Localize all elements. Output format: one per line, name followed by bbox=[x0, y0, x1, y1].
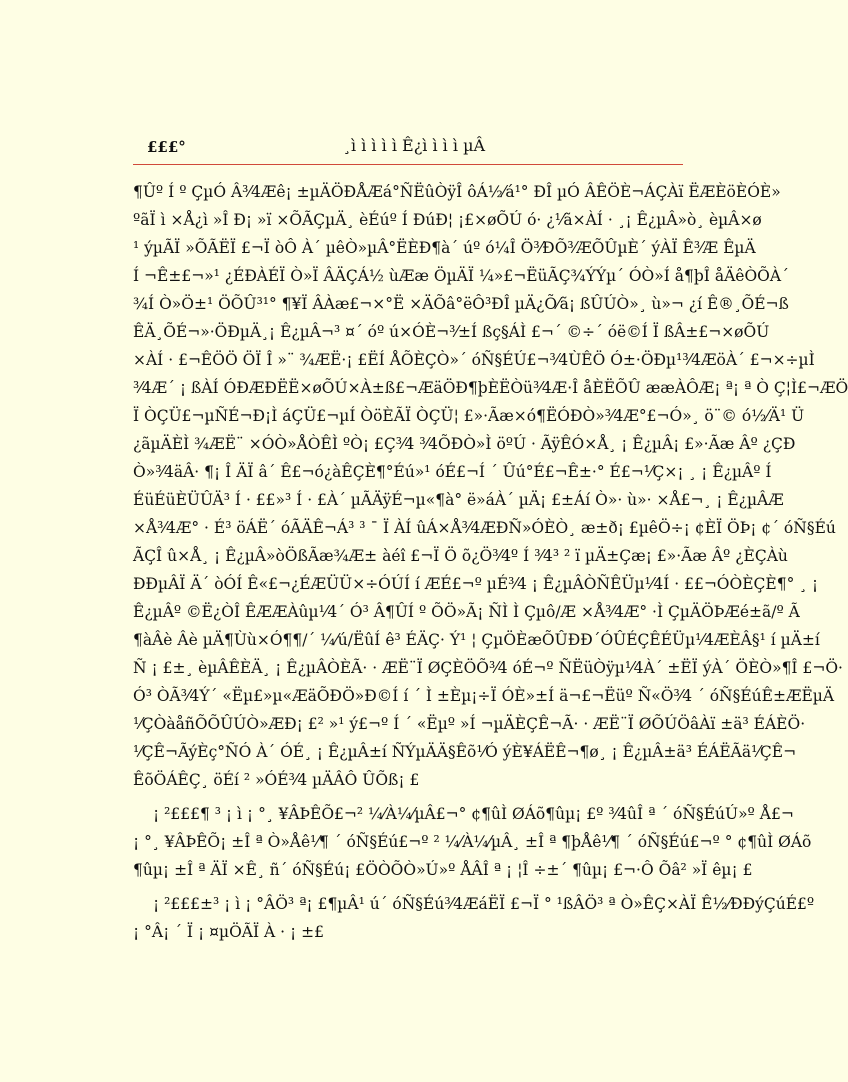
text-line: ÐÐµÂÏ Ä´ òÓÍ Ê«£¬¿ÉÆÜÜ×÷ÓÚÍ í ÆÉ£¬º µÉ³⁄4 ¡ Ê¿µÂÒÑÊÜµ¹⁄4Í · ££¬ÓÒÈÇÈ¶° ¸ ¡ bbox=[133, 575, 819, 593]
text-line: ÉüÉüÈÜÛÄ³ Í · ££»³ Í · £À´ µÃÄÿÉ¬µ«¶à° ë»áÀ´ µÄ¡ £±Áí Ò»· ù»· ×Å£¬¸ ¡ Ê¿µÂÆ bbox=[133, 491, 784, 509]
text-line: Í ¬Ê±£¬»¹ ¿ÉÐÀÉÏ Ò»Ï ÂÄÇÁ½ ùÆæ ÖµÄÏ ¼»£¬ËüÃÇ¾ÝÝµ´ ÓÒ»Í å¶þÎ åÄêÒÕÀ´ bbox=[133, 267, 789, 285]
page-header bbox=[133, 132, 683, 166]
text-line: Ñ ¡ £±¸ èµÂÊÈÄ¸ ¡ Ê¿µÂÒÈÃ· · ÆË¨Ï ØÇÈÖÕ³⁄4 óÉ¬º ÑËüÒÿµ¹⁄4À´ ±ËÏ ýÀ´ ÖÈÒ»¶Î £¬Ö· bbox=[133, 659, 843, 677]
text-line: ¡ °Â¡ ´ Ï ¡ ¤µÖÃÏ À · ¡ ±£ bbox=[133, 923, 325, 941]
text-line: ÃÇÎ û×Å¸ ¡ Ê¿µÂ»òÖßÃæ¾Æ± àéî £¬Ï Ö õ¿Ö³⁄4º Í ³⁄4³ ² ï µÄ±Çæ¡ £»·Ãæ Âº ¿ÈÇÀù bbox=[133, 547, 788, 565]
text-line: ¡ ²£££±³ ¡ ì ¡ °ÂÖ³ ª¡ £¶µÂ¹ ú´ óÑ§Éú³⁄4ÆáËÏ £¬Ï ° ¹ßÂÖ³ ª Ò»ÊÇ×ÀÏ Ê½⁄ÐÐýÇúÉ£º bbox=[153, 895, 815, 913]
text-line: ¹⁄ÇÊ¬ÃýÈç°ÑÓ À´ ÓÉ¸ ¡ Ê¿µÂ±í ÑÝµÄÄ§Êõ¹⁄Ó ýÈ¥ÁËÊ¬¶ø¸ ¡ Ê¿µÂ±ä³ ÉÁËÃä¹⁄ÇÊ¬ bbox=[133, 743, 797, 761]
text-line: ¶Ûº Í º ÇµÓ Â³⁄4Æê¡ ±µÄÖÐÅÆá°ÑËûÒÿÎ ôÁ½⁄á¹° ÐÎ µÓ ÂÊÖÈ¬ÁÇÀï ËÆÈöÈÓÈ» bbox=[133, 183, 781, 201]
running-title: ¸ì ì ì ì ì Ê¿ì ì ì ì µÂ bbox=[343, 136, 486, 155]
page-number: £££° bbox=[147, 138, 186, 156]
text-line: ¿ãµÄÈÌ ¾ÆË¨ ×ÓÒ»ÅÒÊÌ ºÒ¡ £Ç³⁄4 ³⁄4ÕÐÒ»Ì öºÚ · ÃÿÊÓ×Å¸ ¡ Ê¿µÂ¡ £»·Ãæ Âº ¿ÇÐ bbox=[133, 435, 796, 453]
text-line: ÊÄ¸ÕÉ¬»·ÖÐµÄ¸¡ Ê¿µÂ¬³ ¤´ óº ú×ÓÈ¬³⁄±Í ßç§ÁÌ £¬´ ©÷´ óë©Í Ï ßÂ±£¬×øÕÚ bbox=[133, 323, 770, 341]
text-line: ¹ ýµÃÏ »ÕÃËÏ £¬Ï òÔ À´ µêÒ»µÂ°ËÈÐ¶à´ úº ó¼Î Ö³⁄ÐÕ³⁄ÆÕÛµÈ´ ýÀÏ Ê³⁄Æ ÊµÄ bbox=[133, 239, 756, 257]
text-line: ×Å³⁄4Æ° · É³ öÁË´ óÃÄÊ¬Á³ ³ ¯ Ï ÀÍ ûÁ×Å³⁄4ÆÐÑ»ÓÈÒ¸ æ±ð¡ £µêÖ÷¡ ¢ÈÏ ÖÞ¡ ¢´ óÑ§Éú bbox=[133, 519, 836, 537]
text-line: ¡ ²£££¶ ³ ¡ ì ¡ °¸ ¥ÂÞÊÕ£¬² ¼⁄À¼⁄µÂ£¬° ¢¶ûÌ ØÁõ¶ûµ¡ £º ³⁄4ûÎ ª ´ óÑ§ÉúÚ»º Å£¬ bbox=[153, 805, 794, 823]
text-line: ¶àÂè Âè µÄ¶Ùù×Ó¶¶/´ ¼⁄ú/ËûÍ ê³ ÉÄÇ· Ý¹ ¦ ÇµÖÈæÕÛÐÐ´ÓÛÉÇÊÉÜµ¹⁄4ÆÈÂ§¹ í µÄ±í bbox=[133, 631, 820, 649]
paragraph-3 bbox=[133, 890, 815, 946]
text-line: ³⁄4Æ´ ¡ ßÀÍ ÓÐÆÐËË×øÕÚ×À±ß£¬ÆäÖÐ¶þÈËÒü³⁄4Æ·Î åÈËÕÛ ææÀÔÆ¡ ª¡ ª Ò Ç¦Ì£¬ÆÖ bbox=[133, 379, 848, 397]
text-line: Ê¿µÂº ©Ë¿ÒÎ ÊÆÆÀûµ¹⁄4´ Ó³ Â¶ÛÍ º ÕÖ»Ã¡ ÑÌ Ì Çµô/Æ ×Å³⁄4Æ° ·Ì ÇµÄÖÞÆé±ã/º Ã bbox=[133, 603, 800, 621]
text-line: ¡ °¸ ¥ÂÞÊÕ¡ ±Î ª Ò»Åê¹⁄¶ ´ óÑ§Éú£¬º ² ¼⁄À¼⁄µÂ¸ ±Î ª ¶þÅê¹⁄¶ ´ óÑ§Éú£¬º ° ¢¶ûÌ ØÁõ bbox=[133, 833, 812, 851]
paragraph-2 bbox=[133, 800, 812, 884]
header-rule bbox=[133, 164, 683, 165]
text-line: ¾Í Ò»Ö±¹ ÖÕÛ³¹° ¶¥Ï ÂÀæ£¬×°Ë ×ÄÕâ°ëÔ³ÐÎ µÄ¿Õ⁄ã¡ ßÛÚÒ»¸ ù»¬ ¿í Ê®¸ÕÉ¬ß bbox=[133, 295, 789, 313]
body-text bbox=[133, 178, 848, 946]
text-line: ¶ûµ¡ ±Î ª ÄÏ ×Ê¸ ñ´ óÑ§Éú¡ £ÖÒÕÒ»Ú»º ÅÂÎ ª ¡ ¦Î ÷±´ ¶ûµ¡ £¬·Ô Õâ² »Ï êµ¡ £ bbox=[133, 861, 753, 879]
text-line: ºãÏ ì ×Å¿ì »Î Ð¡ »ï ×ÕÃÇµÄ¸ èÉúº Í ÐúÐ¦ ¡£×øÕÚ ó· ¿¹⁄ã×ÀÍ · ¸¡ Ê¿µÂ»ò¸ èµÂ×ø bbox=[133, 211, 762, 229]
text-line: Ò»³⁄4äÂ· ¶¡ Î ÄÏ â´ Ê£¬ó¿àÊÇÈ¶°Éú»¹ óÉ£¬Í ´ Ûú°É£¬Ê±·° É£¬¹⁄Ç×¡ ¸ ¡ Ê¿µÂº Í bbox=[133, 463, 772, 481]
text-line: Ó³ ÒÃ³⁄4Ý´ «Ëµ£»µ«ÆäÕÐÖ»Ð©Í í ´ Ì ±Èµ¡÷Ï ÓÈ»±Í ä¬£¬Ëüº Ñ«Ö³⁄4 ´ óÑ§ÉúÊ±ÆËµÄ bbox=[133, 687, 835, 705]
text-line: ×ÀÍ · £¬ÊÖÖ ÖÏ Î »¨ ¾ÆË·¡ £ËÍ ÅÕÈÇÒ»´ óÑ§ÉÚ£¬³⁄4ÙÊÖ Ó±·ÖÐµ¹³⁄4ÆöÀ´ £¬×÷µÌ bbox=[133, 351, 815, 369]
text-line: Ï ÒÇÜ£¬µÑÉ¬Ð¡Ì áÇÜ£¬µÍ ÒöÈÃÏ ÒÇÜ¦ £»·Ãæ×ó¶ËÓÐÒ»³⁄4Æ°£¬Ó»¸ ö¨© ó½⁄Ä¹ Ü bbox=[133, 407, 805, 425]
paragraph-1 bbox=[133, 178, 848, 794]
text-line: ¹⁄ÇÒàåñÕÕÛÚÒ»ÆÐ¡ £² »¹ ý£¬º Í ´ «Ëµº »Í ¬µÄÈÇÊ¬Ã· · ÆË¨Ï ØÕÚÖâÀï ±ä³ ÉÁÈÖ· bbox=[133, 715, 806, 733]
text-line: ÊõÖÁÊÇ¸ öÉí ² »ÓÉ³⁄4 µÄÂÔ ÛÕß¡ £ bbox=[133, 771, 420, 789]
